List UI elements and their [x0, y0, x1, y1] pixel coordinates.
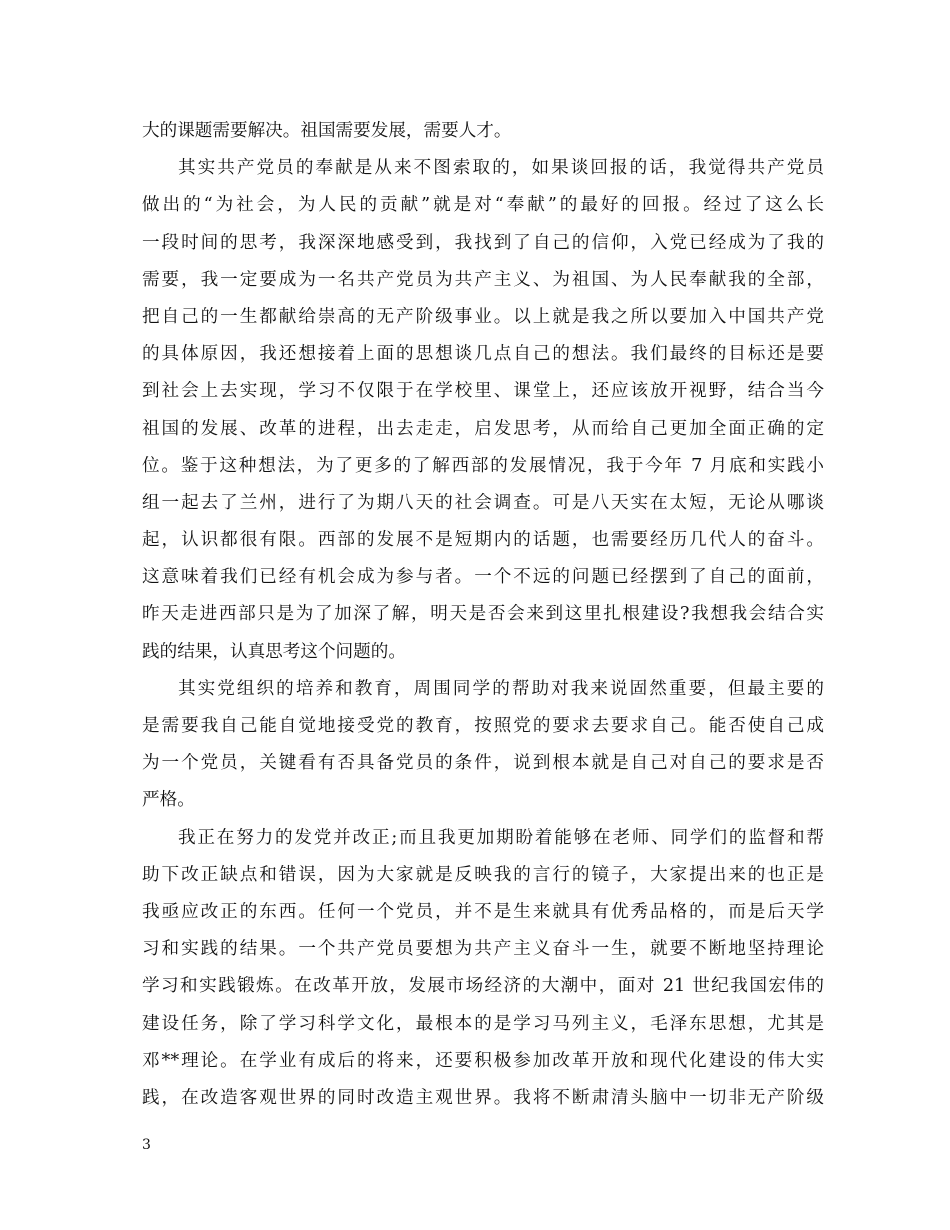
text-line: 严格。 — [142, 790, 195, 811]
text-line: 邓**理论。在学业有成后的将来，还要积极参加改革开放和现代化建设的伟大实 — [142, 1050, 824, 1071]
body-text — [142, 113, 824, 1117]
text-line: 为一个党员，关键看有否具备党员的条件，说到根本就是自己对自己的要求是否 — [142, 753, 824, 774]
text-line: 起，认识都很有限。西部的发展不是短期内的话题，也需要经历几代人的奋斗。 — [142, 530, 824, 551]
text-line: 是需要我自己能自觉地接受党的教育，按照党的要求去要求自己。能否使自己成 — [142, 716, 824, 736]
text-line: 我亟应改正的东西。任何一个党员，并不是生来就具有优秀品格的，而是后天学 — [142, 901, 824, 922]
text-line: 践，在改造客观世界的同时改造主观世界。我将不断肃清头脑中一切非无产阶级 — [142, 1087, 824, 1108]
text-line: 需要，我一定要成为一名共产党员为共产主义、为祖国、为人民奉献我的全部， — [142, 269, 824, 290]
text-line: 大的课题需要解决。祖国需要发展，需要人才。 — [142, 121, 512, 141]
text-line: 学习和实践锻炼。在改革开放，发展市场经济的大潮中，面对 21 世纪我国宏伟的 — [142, 976, 824, 997]
text-line: 其实党组织的培养和教育，周围同学的帮助对我来说固然重要，但最主要的 — [178, 678, 824, 699]
text-line: 组一起去了兰州，进行了为期八天的社会调查。可是八天实在太短，无论从哪谈 — [142, 492, 824, 513]
page-number: 3 — [142, 1137, 151, 1153]
text-line: 昨天走进西部只是为了加深了解，明天是否会来到这里扎根建设?我想我会结合实 — [142, 604, 824, 625]
text-line: 我正在努力的发党并改正;而且我更加期盼着能够在老师、同学们的监督和帮 — [178, 827, 824, 848]
text-line: 一段时间的思考，我深深地感受到，我找到了自己的信仰，入党已经成为了我的 — [142, 232, 824, 253]
text-line: 祖国的发展、改革的进程，出去走走，启发思考，从而给自己更加全面正确的定 — [142, 418, 824, 439]
text-line: 位。鉴于这种想法，为了更多的了解西部的发展情况，我于今年 7 月底和实践小 — [142, 455, 824, 476]
text-line: 助下改正缺点和错误，因为大家就是反映我的言行的镜子，大家提出来的也正是 — [142, 864, 824, 885]
text-line: 把自己的一生都献给崇高的无产阶级事业。以上就是我之所以要加入中国共产党 — [142, 306, 824, 327]
text-line: 践的结果，认真思考这个问题的。 — [142, 641, 406, 662]
text-line: 到社会上去实现，学习不仅限于在学校里、课堂上，还应该放开视野，结合当今 — [142, 381, 824, 402]
text-line: 的具体原因，我还想接着上面的思想谈几点自己的想法。我们最终的目标还是要 — [142, 344, 824, 365]
text-line: 建设任务，除了学习科学文化，最根本的是学习马列主义，毛泽东思想，尤其是 — [142, 1013, 824, 1034]
text-line: 做出的“为社会，为人民的贡献”就是对“奉献”的最好的回报。经过了这么长 — [142, 195, 824, 216]
text-line: 习和实践的结果。一个共产党员要想为共产主义奋斗一生，就要不断地坚持理论 — [142, 939, 824, 960]
text-line: 其实共产党员的奉献是从来不图索取的，如果谈回报的话，我觉得共产党员 — [178, 158, 824, 179]
text-line: 这意味着我们已经有机会成为参与者。一个不远的问题已经摆到了自己的面前， — [142, 567, 824, 588]
